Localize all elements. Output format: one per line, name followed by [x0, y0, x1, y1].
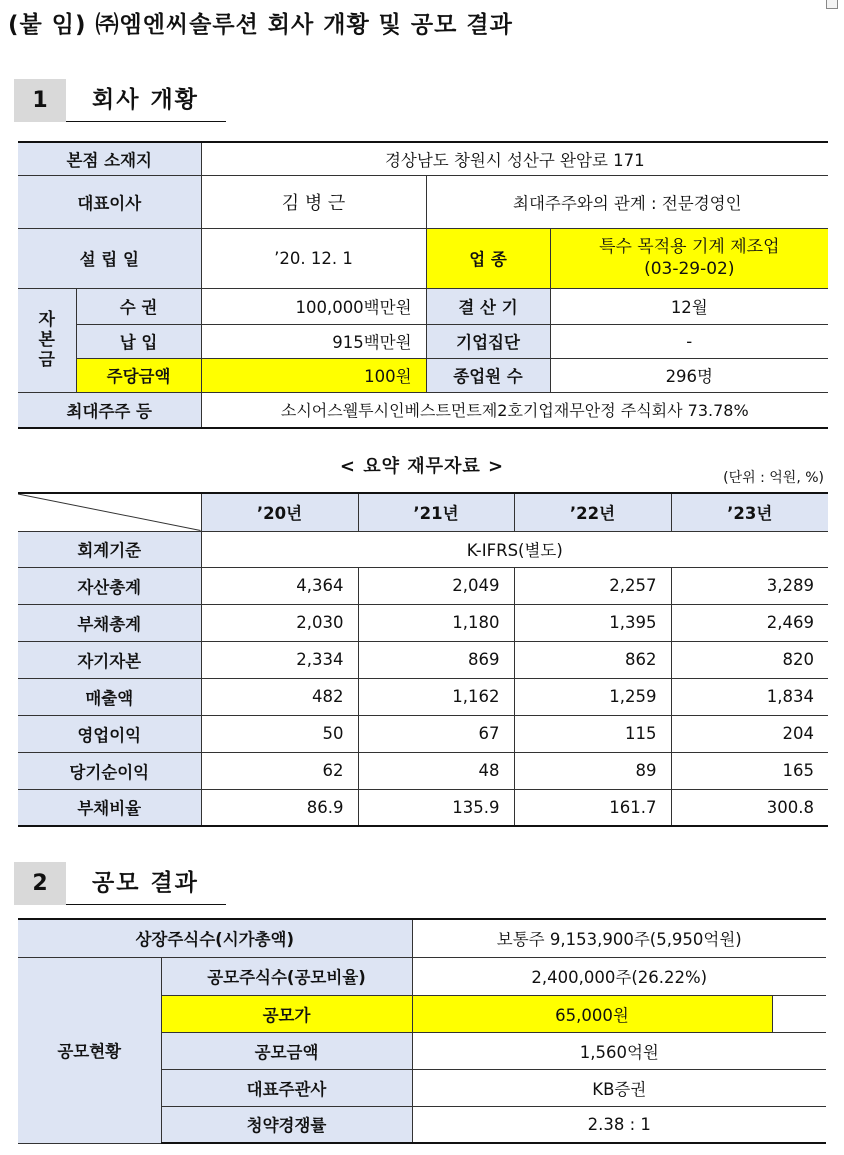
row-value: 1,259	[514, 678, 671, 715]
standard-label: 회계기준	[18, 531, 201, 567]
row-value: 1,834	[671, 678, 828, 715]
hq-value: 경상남도 창원시 성산구 완암로 171	[201, 142, 828, 175]
row-value: 135.9	[358, 789, 514, 826]
section-1-underline	[66, 121, 226, 122]
offering-price-spacer	[772, 995, 826, 1032]
authorized-label: 수 권	[76, 288, 201, 324]
listed-shares-value: 보통주 9,153,900주(5,950억원)	[412, 919, 826, 957]
industry-label: 업 종	[426, 228, 550, 288]
row-value: 50	[201, 715, 358, 752]
row-value: 4,364	[201, 567, 358, 604]
section-2-number: 2	[14, 862, 66, 905]
row-value: 862	[514, 641, 671, 678]
settlement-label: 결 산 기	[426, 288, 550, 324]
row-value: 482	[201, 678, 358, 715]
offering-price-value: 65,000원	[412, 995, 772, 1032]
financial-summary-title: < 요약 재무자료 >	[339, 456, 505, 477]
ceo-label: 대표이사	[18, 175, 201, 228]
offering-row-label: 공모주식수(공모비율)	[161, 957, 412, 995]
authorized-value: 100,000백만원	[201, 288, 426, 324]
section-2-title: 공모 결과	[92, 870, 199, 896]
row-value: 204	[671, 715, 828, 752]
standard-value: K-IFRS(별도)	[201, 531, 828, 567]
row-label: 부채총계	[18, 604, 201, 641]
employees-value: 296명	[550, 358, 828, 392]
employees-label: 종업원 수	[426, 358, 550, 392]
offering-row-label: 대표주관사	[161, 1069, 412, 1106]
settlement-value: 12월	[550, 288, 828, 324]
year-header: ’20년	[201, 493, 358, 531]
row-label: 자산총계	[18, 567, 201, 604]
paid-value: 915백만원	[201, 324, 426, 358]
industry-value-line-2: (03-29-02)	[644, 259, 735, 279]
industry-value-line-1: 특수 목적용 기계 제조업	[599, 237, 780, 257]
row-value: 62	[201, 752, 358, 789]
financial-unit: (단위 : 억원, %)	[723, 470, 824, 486]
major-shareholder-label: 최대주주 등	[18, 392, 201, 428]
row-value: 2,257	[514, 567, 671, 604]
row-value: 2,030	[201, 604, 358, 641]
row-label: 부채비율	[18, 789, 201, 826]
offering-price-label: 공모가	[161, 995, 412, 1032]
paid-label: 납 입	[76, 324, 201, 358]
row-value: 115	[514, 715, 671, 752]
row-value: 86.9	[201, 789, 358, 826]
section-2-underline	[66, 904, 226, 905]
row-value: 89	[514, 752, 671, 789]
company-overview-table	[18, 141, 828, 429]
offering-row-value: KB증권	[412, 1069, 826, 1106]
diagonal-line	[18, 494, 201, 531]
row-label: 매출액	[18, 678, 201, 715]
year-header: ’22년	[514, 493, 671, 531]
ceo-value: 김 병 근	[201, 175, 426, 228]
offering-row-value: 2,400,000주(26.22%)	[412, 957, 826, 995]
financial-summary-table	[18, 492, 828, 827]
section-1-number: 1	[14, 79, 66, 122]
par-label: 주당금액	[76, 358, 201, 392]
offering-status-label: 공모현황	[18, 957, 161, 1143]
industry-value	[550, 228, 828, 288]
document-title: (붙 임) ㈜엠엔씨솔루션 회사 개황 및 공모 결과	[8, 12, 513, 38]
header-diagonal-cell	[18, 493, 201, 531]
row-value: 869	[358, 641, 514, 678]
section-2-heading	[14, 862, 226, 905]
row-label: 당기순이익	[18, 752, 201, 789]
row-value: 165	[671, 752, 828, 789]
row-value: 67	[358, 715, 514, 752]
capital-label	[18, 288, 76, 392]
offering-row-label: 청약경쟁률	[161, 1106, 412, 1143]
group-value: -	[550, 324, 828, 358]
offering-row-value: 2.38 : 1	[412, 1106, 826, 1143]
row-value: 1,180	[358, 604, 514, 641]
section-1-title: 회사 개황	[92, 87, 199, 113]
founded-label: 설 립 일	[18, 228, 201, 288]
row-value: 2,334	[201, 641, 358, 678]
founded-value: ’20. 12. 1	[201, 228, 426, 288]
year-header: ’21년	[358, 493, 514, 531]
row-value: 1,395	[514, 604, 671, 641]
major-shareholder-value: 소시어스웰투시인베스트먼트제2호기업재무안정 주식회사 73.78%	[201, 392, 828, 428]
row-label: 영업이익	[18, 715, 201, 752]
year-header: ’23년	[671, 493, 828, 531]
group-label: 기업집단	[426, 324, 550, 358]
hq-label: 본점 소재지	[18, 142, 201, 175]
row-value: 820	[671, 641, 828, 678]
row-value: 3,289	[671, 567, 828, 604]
par-value: 100원	[201, 358, 426, 392]
row-label: 자기자본	[18, 641, 201, 678]
row-value: 2,469	[671, 604, 828, 641]
capital-label-text: 자본금	[38, 310, 55, 370]
row-value: 48	[358, 752, 514, 789]
offering-results-table	[18, 918, 826, 1144]
row-value: 2,049	[358, 567, 514, 604]
row-value: 1,162	[358, 678, 514, 715]
section-1-heading	[14, 79, 226, 122]
listed-shares-label: 상장주식수(시가총액)	[18, 919, 412, 957]
scrollbar-thumb[interactable]	[826, 0, 838, 9]
row-value: 161.7	[514, 789, 671, 826]
row-value: 300.8	[671, 789, 828, 826]
ceo-relation: 최대주주와의 관계 : 전문경영인	[426, 175, 828, 228]
offering-row-value: 1,560억원	[412, 1032, 826, 1069]
offering-row-label: 공모금액	[161, 1032, 412, 1069]
